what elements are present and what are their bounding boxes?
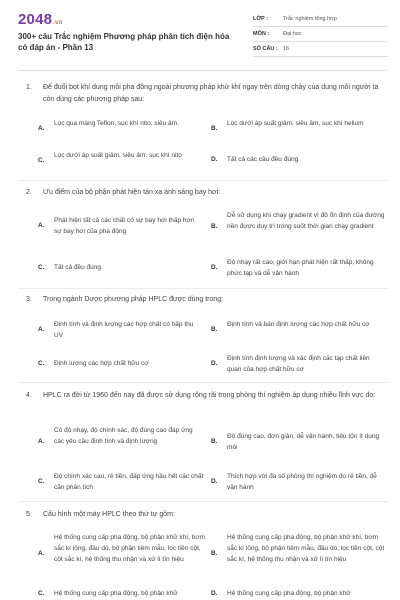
question-number: 3. [26, 296, 32, 303]
meta-row-count [253, 42, 388, 57]
option-letter: B. [211, 223, 218, 230]
question-separator [18, 288, 388, 289]
option-text: Hệ thống cung cấp pha động, bộ phận khử khí, bơm sắc kí lỏng, bộ phận tiêm mẫu, đầu dò, lọc tiền cột, cột sắc kí, hệ thống thu nhận và xử lí tín hiệu [227, 534, 385, 563]
option-text: Có độ nhạy, độ chính xác, độ đúng cao đáp ứng các yêu cầu định tính và định lượng [54, 427, 193, 445]
question-separator [18, 180, 388, 181]
logo-suffix: .vn [53, 20, 63, 26]
option-text: Định lượng các hợp chất hữu cơ [54, 360, 149, 367]
option-text: Độ chính xác cao, rẻ tiền, đáp ứng hầu hết các chất cần phân tích [54, 473, 204, 491]
question-number: 2. [26, 189, 32, 196]
question-number: 4. [26, 392, 32, 399]
option-text: Hệ thống cung cấp pha động, bộ phận khử [227, 590, 351, 597]
option-letter: A. [38, 438, 45, 445]
question-text: HPLC ra đời từ 1960 đến nay đã được sử dụng rộng rãi trong phòng thí nghiệm áp dụng nhiều lĩnh vực do: [43, 392, 376, 399]
option-letter: D. [211, 590, 218, 597]
option-letter: A. [38, 125, 45, 132]
option-letter: C. [38, 590, 45, 597]
option-letter: A. [38, 326, 45, 333]
option-text: Tất cả đều đúng [54, 264, 101, 271]
option-letter: C. [38, 360, 45, 367]
question-separator [18, 382, 388, 383]
option-text: Định tính định lượng và xác định các tạp chất liên quan của hợp chất hữu cơ [227, 355, 370, 373]
option-text: Dễ sử dụng khi chạy gradient vì độ ổn định của đường nền được duy trì trong suốt thời gian chạy gradient [227, 212, 385, 230]
meta-key: SỐ CÂU : [253, 46, 278, 52]
option-letter: B. [211, 125, 218, 132]
meta-value: 16 [283, 46, 290, 52]
page-header [0, 0, 400, 66]
question-text: Trong ngành Dược phương pháp HPLC được dùng trong: [43, 296, 224, 303]
option-text: Độ đúng cao, đơn giản, dễ vận hành, tiêu tốn ít dung môi [227, 433, 380, 451]
option-letter: D. [211, 264, 218, 271]
meta-row-subject [253, 27, 388, 42]
option-letter: B. [211, 550, 218, 557]
question-separator [18, 501, 388, 502]
meta-row-class [253, 12, 388, 27]
option-letter: B. [211, 326, 218, 333]
option-letter: C. [38, 264, 45, 271]
option-text: Định tính và bán định lượng các hợp chất hữu cơ [227, 321, 370, 328]
option-text: Hệ thống cung cấp pha động, bộ phận khử khí, bơm sắc kí lỏng, đầu dò, bộ phận tiêm mẫu, lọc tiền cột, cột sắc kí, hệ thống thu nhận và xử lí tín hiệu [54, 534, 205, 563]
meta-value: Trắc nghiệm tổng hợp [283, 16, 337, 22]
option-text: Lọc qua màng Teflon, sục khí nito, siêu âm. [54, 120, 179, 127]
option-text: Hệ thống cung cấp pha động, bộ phận khử [54, 590, 178, 597]
site-logo[interactable] [18, 11, 62, 28]
option-letter: A. [38, 550, 45, 557]
option-text: Phát hiện tất cả các chất có sự bay hơi thấp hơn sự bay hơi của pha động [54, 217, 195, 235]
option-letter: D. [211, 478, 218, 485]
option-letter: D. [211, 360, 218, 367]
option-text: Định tính và định lượng các hợp chất có hấp thu UV [54, 321, 194, 339]
logo-main: 2048 [18, 11, 53, 28]
option-letter: D. [211, 156, 218, 163]
question-text: Để đuổi bọt khí dung môi pha động ngoài phương pháp khử khí ngay trên dòng chảy của dung môi người ta còn dùng các phương pháp sau: [43, 84, 379, 103]
meta-key: MÔN : [253, 31, 270, 37]
header-divider [18, 70, 388, 71]
question-text: Ưu điểm của bộ phận phát hiện tán xạ ánh sáng bay hơi: [43, 189, 221, 196]
option-letter: A. [38, 222, 45, 229]
question-number: 1. [26, 84, 32, 91]
question-number: 5. [26, 511, 32, 518]
option-text: Thích hợp với đa số phòng thí nghiệm do rẻ tiền, dễ vận hành [227, 473, 377, 491]
page-title: 300+ câu Trắc nghiệm Phương pháp phân tích điện hóa có đáp án - Phần 13 [18, 32, 230, 52]
option-letter: C. [38, 478, 45, 485]
option-letter: B. [211, 438, 218, 445]
option-text: Độ nhạy rất cao, giới hạn phát hiện rất thấp, không phức tạp và dễ vận hành [227, 259, 374, 277]
meta-value: Đại học [283, 31, 302, 37]
option-text: Tất cả các câu đều đúng [227, 156, 299, 163]
option-text: Lọc dưới áp suất giảm, siêu âm, sục khí helium [227, 120, 364, 127]
option-letter: C. [38, 157, 45, 164]
question-text: Cấu hình một máy HPLC theo thứ tự gồm: [43, 511, 175, 518]
option-text: Lọc dưới áp suất giảm, siêu âm, sục khí nito [54, 152, 182, 159]
meta-key: LỚP : [253, 16, 268, 22]
